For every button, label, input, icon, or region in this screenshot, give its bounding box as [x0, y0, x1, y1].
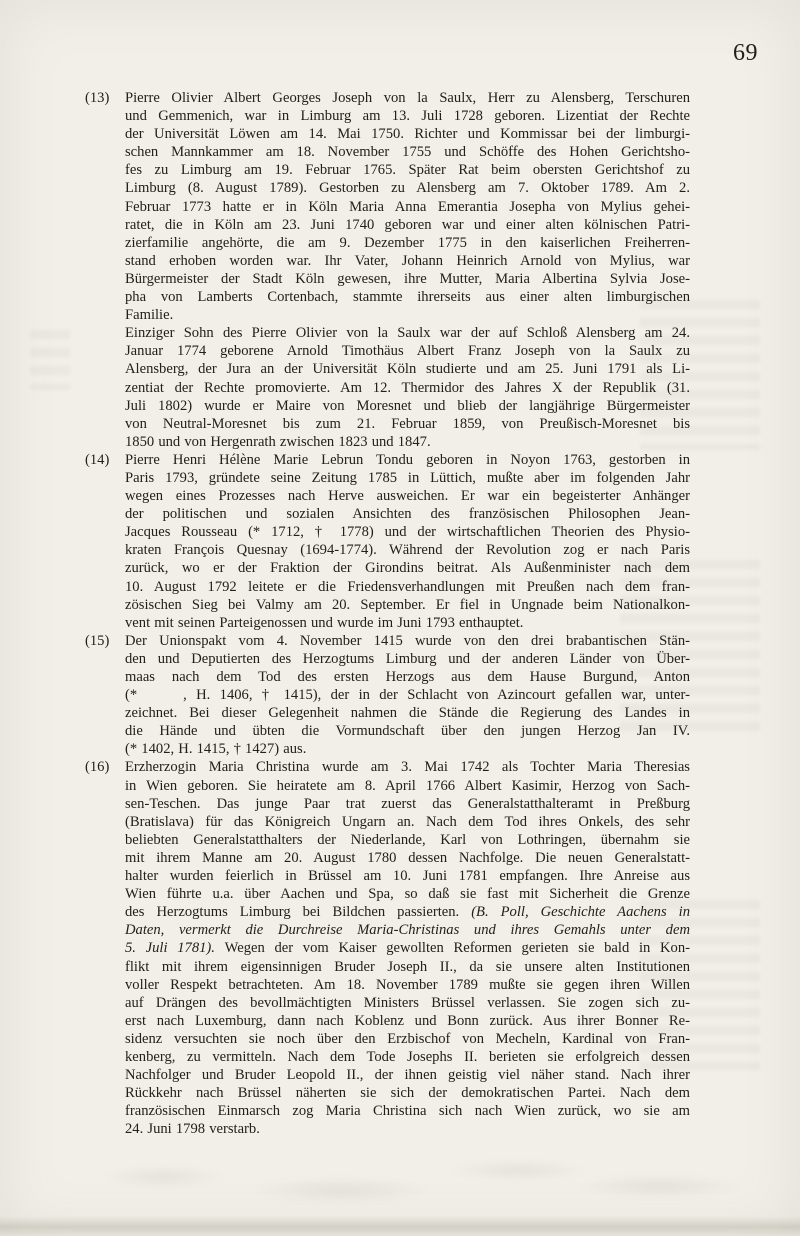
- text-segment: Januar 1774 geborene Arnold Timothäus Albert Franz Joseph von la Saulx zu: [125, 343, 690, 360]
- text-segment: französischen Einmarsch zog Maria Christina sich nach Wien zurück, wo sie am: [125, 1103, 690, 1120]
- text-line: [125, 686, 690, 704]
- text-segment: mit ihrem Manne am 20. August 1780 dessen Nachfolge. Die neuen Generalstatt-: [125, 849, 690, 866]
- text-line: [125, 958, 690, 976]
- text-segment: fes zu Limburg am 19. Februar 1765. Später Rat beim obersten Gerichtshof zu: [125, 162, 690, 179]
- text-segment: zurück, wo er der Fraktion der Girondins beitrat. Als Außenminister nach dem: [125, 560, 690, 577]
- text-line: [125, 107, 690, 125]
- text-segment: Einziger Sohn des Pierre Olivier von la Saulx war der auf Schloß Alensberg am 24.: [125, 325, 690, 342]
- text-line: [125, 541, 690, 559]
- text-segment: erst nach Luxemburg, dann nach Koblenz und Bonn zurück. Aus ihrer Bonner Re-: [125, 1012, 690, 1029]
- text-line: [125, 650, 690, 668]
- footnote-entry: [85, 632, 690, 759]
- text-segment: halter wurden feierlich in Brüssel am 10. Juni 1781 empfangen. Ihre Anreise aus: [125, 868, 690, 885]
- text-line: [125, 89, 690, 107]
- text-line: [125, 1120, 690, 1138]
- text-line: [125, 125, 690, 143]
- text-segment: Bürgermeister der Stadt Köln gewesen, ihre Mutter, Maria Albertina Sylvia Jose-: [125, 270, 690, 287]
- text-line: [125, 179, 690, 197]
- text-segment: auf Drängen des bevollmächtigten Ministers Brüssel verlassen. Sie zogen sich zu-: [125, 994, 690, 1011]
- text-line: [125, 143, 690, 161]
- text-line: [125, 704, 690, 722]
- footnote-marker: (14): [85, 451, 110, 468]
- text-line: [125, 668, 690, 686]
- page-number: 69: [733, 40, 758, 66]
- text-line: [125, 1030, 690, 1048]
- text-segment: zentiat der Rechte promovierte. Am 12. Thermidor des Jahres X der Republik (31.: [125, 379, 690, 396]
- text-line: [125, 578, 690, 596]
- text-line: [125, 505, 690, 523]
- text-line: [125, 867, 690, 885]
- text-segment: 24. Juni 1798 verstarb.: [125, 1121, 260, 1138]
- text-segment: , H. 1406, † 1415), der in der Schlacht von Azincourt gefallen war, unter-: [183, 687, 690, 704]
- text-line: [125, 632, 690, 650]
- text-segment: Jacques Rousseau (* 1712, † 1778) und der wirtschaftlichen Theorien des Physio-: [125, 524, 690, 541]
- text-segment: Pierre Henri Hélène Marie Lebrun Tondu geboren in Noyon 1763, gestorben in: [125, 451, 690, 468]
- footnote-body: [125, 451, 690, 632]
- footnote-entry: [85, 758, 690, 1138]
- text-segment: (*: [125, 687, 138, 704]
- text-line: [125, 433, 690, 451]
- text-line: [125, 976, 690, 994]
- text-line: [125, 614, 690, 632]
- text-line: [125, 722, 690, 740]
- text-line: [125, 777, 690, 795]
- text-segment: ratet, die in Köln am 23. Juni 1740 geboren war und einer alten kölnischen Patri-: [125, 216, 690, 233]
- text-segment: Nachfolger und Bruder Leopold II., der ihnen geistig viel näher stand. Nach ihrer: [125, 1067, 690, 1084]
- text-segment: 1850 und von Hergenrath zwischen 1823 und 1847.: [125, 433, 431, 450]
- text-segment: pha von Lamberts Cortenbach, stammte ihrerseits aus einer alten limburgischen: [125, 289, 690, 306]
- text-segment: (* 1402, H. 1415, † 1427) aus.: [125, 741, 307, 758]
- italic-text-segment: 5. Juli 1781).: [125, 940, 225, 957]
- text-line: [125, 758, 690, 776]
- text-line: [125, 1012, 690, 1030]
- text-line: [125, 795, 690, 813]
- text-segment: voller Respekt betrachteten. Am 18. November 1789 mußte sie gegen ihren Willen: [125, 976, 690, 993]
- text-line: [125, 740, 690, 758]
- text-segment: zösischen Sieg bei Valmy am 20. September. Er fiel in Ungnade beim Nationalkon-: [125, 596, 690, 613]
- text-line: [125, 397, 690, 415]
- text-segment: vent mit seinen Parteigenossen und wurde im Juni 1793 enthauptet.: [125, 614, 524, 631]
- text-line: [125, 813, 690, 831]
- text-segment: schen Mannkammer am 18. November 1755 und Schöffe des Hohen Gerichtsho-: [125, 144, 690, 161]
- text-segment: Wien führte u.a. über Aachen und Spa, so daß sie fast mit Sicherheit die Grenze: [125, 886, 690, 903]
- footnote-body: [125, 758, 690, 1138]
- bleedthrough-ghost: [30, 330, 70, 390]
- footnote-body: [125, 632, 690, 759]
- text-segment: Wegen der vom Kaiser gewollten Reformen gerieten sie bald in Kon-: [224, 940, 690, 957]
- text-line: [125, 360, 690, 378]
- text-segment: der Universität Löwen am 14. Mai 1750. Richter und Kommissar bei der limburgi-: [125, 126, 690, 143]
- text-segment: maas nach dem Tod des ersten Herzogs aus dem Hause Burgund, Anton: [125, 669, 690, 685]
- text-segment: den und Deputierten des Herzogtums Limburg und der anderen Länder von Über-: [125, 650, 690, 667]
- text-line: [125, 849, 690, 867]
- text-segment: flikt mit ihrem eigensinnigen Bruder Joseph II., da sie unsere alten Institutionen: [125, 958, 690, 975]
- italic-text-segment: Daten, vermerkt die Durchreise Maria-Christinas und ihres Gemahls unter dem: [125, 922, 690, 939]
- footnote-marker: (16): [85, 759, 110, 776]
- text-segment: der politischen und sozialen Ansichten des französischen Philosophen Jean-: [125, 506, 690, 523]
- footnote-paragraph: [125, 632, 690, 759]
- text-line: [125, 885, 690, 903]
- text-line: [125, 921, 690, 939]
- footnote-entries: [85, 89, 690, 1138]
- text-segment: sen-Teschen. Das junge Paar trat zuerst das Generalstatthalteramt in Preßburg: [125, 795, 690, 812]
- footnote-paragraph: [125, 758, 690, 1138]
- text-line: [125, 903, 690, 921]
- text-segment: (Bratislava) für das Königreich Ungarn an. Nach dem Tod ihres Onkels, des sehr: [125, 813, 690, 830]
- text-line: [125, 270, 690, 288]
- text-segment: Rückkehr nach Brüssel näherten sie sich der demokratischen Partei. Nach dem: [125, 1085, 690, 1102]
- footnote-paragraph: [125, 89, 690, 324]
- text-line: [125, 1048, 690, 1066]
- text-line: [125, 523, 690, 541]
- text-line: [125, 342, 690, 360]
- text-segment: kenberg, zu vermitteln. Nach dem Tode Josephs II. berieten sie erfolgreich dessen: [125, 1048, 690, 1065]
- text-line: [125, 324, 690, 342]
- text-segment: stand erhoben worden war. Ihr Vater, Johann Heinrich Arnold von Mylius, war: [125, 252, 690, 269]
- text-line: [125, 306, 690, 324]
- bleedthrough-smudge: [30, 1152, 770, 1214]
- text-line: [125, 994, 690, 1012]
- text-line: [125, 469, 690, 487]
- text-line: [125, 596, 690, 614]
- text-line: [125, 1102, 690, 1120]
- footnote-marker: (15): [85, 632, 110, 649]
- text-segment: in Wien geboren. Sie heiratete am 8. April 1766 Albert Kasimir, Herzog von Sach-: [125, 777, 690, 794]
- text-line: [125, 216, 690, 234]
- footnote-body: [125, 89, 690, 451]
- text-line: [125, 451, 690, 469]
- footnote-entry: [85, 89, 690, 451]
- text-segment: die Hände und übten die Vormundschaft über den jungen Herzog Jan IV.: [125, 723, 690, 740]
- text-segment: Februar 1773 hatte er in Köln Maria Anna Emerantia Josepha von Mylius gehei-: [125, 198, 690, 215]
- text-segment: Juli 1802) wurde er Maire von Moresnet und blieb der langjährige Bürgermeister: [125, 397, 690, 414]
- text-segment: 10. August 1792 leitete er die Friedensverhandlungen mit Preußen nach dem fran-: [125, 578, 690, 595]
- text-segment: zierfamilie angehörte, die am 9. Dezember 1775 in den kaiserlichen Freiherren-: [125, 234, 690, 251]
- text-line: [125, 1066, 690, 1084]
- text-segment: Der Unionspakt vom 4. November 1415 wurde von den drei brabantischen Stän-: [125, 632, 690, 649]
- footnote-marker: (13): [85, 90, 110, 106]
- text-segment: wegen eines Prozesses nach Herve ausweichen. Er war ein begeisterter Anhänger: [125, 488, 690, 505]
- text-line: [125, 559, 690, 577]
- footnote-entry: [85, 451, 690, 632]
- text-line: [125, 487, 690, 505]
- footnote-paragraph: [125, 324, 690, 451]
- text-segment: Pierre Olivier Albert Georges Joseph von la Saulx, Herr zu Alensberg, Terschuren: [125, 90, 690, 106]
- page-edge-shadow: [0, 1216, 800, 1236]
- text-segment: Familie.: [125, 307, 174, 324]
- text-line: [125, 379, 690, 397]
- footnote-paragraph: [125, 451, 690, 632]
- text-segment: sidenz versuchten sie noch über den Erzbischof von Mecheln, Kardinal von Fran-: [125, 1030, 690, 1047]
- text-line: [125, 252, 690, 270]
- text-segment: und Gemmenich, war in Limburg am 13. Juli 1728 geboren. Lizentiat der Rechte: [125, 108, 690, 125]
- text-line: [125, 415, 690, 433]
- text-segment: Alensberg, der Jura an der Universität Köln studierte und am 25. Juni 1791 als Li-: [125, 361, 690, 378]
- text-segment: des Herzogtums Limburg bei Bildchen passierten.: [125, 904, 472, 921]
- text-line: [125, 161, 690, 179]
- text-line: [125, 234, 690, 252]
- text-line: [125, 939, 690, 957]
- text-segment: Paris 1793, gründete seine Zeitung 1785 in Lüttich, mußte aber im folgenden Jahr: [125, 469, 690, 486]
- text-segment: kraten François Quesnay (1694-1774). Während der Revolution zog er nach Paris: [125, 542, 690, 559]
- text-segment: Limburg (8. August 1789). Gestorben zu Alensberg am 7. Oktober 1789. Am 2.: [125, 180, 690, 197]
- text-segment: beliebten Generalstatthalters der Niederlande, Karl von Lothringen, übernahm sie: [125, 831, 690, 848]
- text-line: [125, 288, 690, 306]
- italic-text-segment: (B. Poll, Geschichte Aachens in: [471, 904, 690, 921]
- text-segment: von Neutral-Moresnet bis zum 21. Februar 1859, von Preußisch-Moresnet bis: [125, 415, 690, 432]
- text-line: [125, 1084, 690, 1102]
- text-segment: zeichnet. Bei dieser Gelegenheit nahmen die Stände die Regierung des Landes in: [125, 705, 690, 722]
- text-segment: Erzherzogin Maria Christina wurde am 3. Mai 1742 als Tochter Maria Theresias: [125, 759, 690, 776]
- text-line: [125, 198, 690, 216]
- text-line: [125, 831, 690, 849]
